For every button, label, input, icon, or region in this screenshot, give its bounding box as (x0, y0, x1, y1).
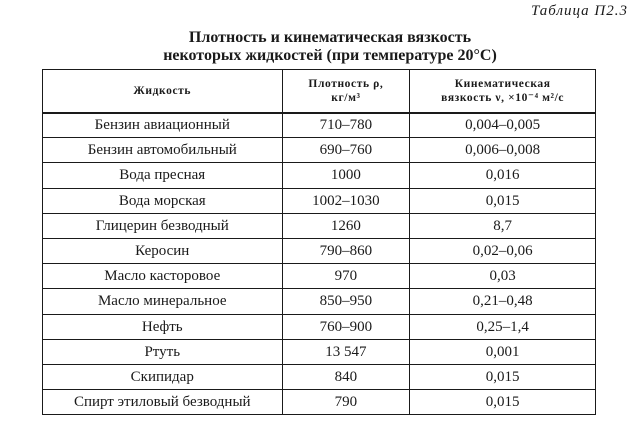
table-row (43, 339, 596, 364)
header-viscosity-line1: Кинематическая (454, 77, 551, 90)
header-row (43, 70, 596, 113)
table-row (43, 289, 596, 314)
cell-liquid: Вода морская (43, 188, 283, 213)
cell-density: 850–950 (282, 289, 410, 314)
cell-density: 760–900 (282, 314, 410, 339)
cell-viscosity: 0,001 (410, 339, 596, 364)
header-density (282, 70, 410, 113)
table-row (43, 113, 596, 138)
cell-viscosity: 0,03 (410, 264, 596, 289)
table-row (43, 213, 596, 238)
cell-liquid: Масло касторовое (43, 264, 283, 289)
cell-liquid: Бензин автомобильный (43, 138, 283, 163)
cell-viscosity: 0,006–0,008 (410, 138, 596, 163)
cell-liquid: Бензин авиационный (43, 113, 283, 138)
header-viscosity (410, 70, 596, 113)
cell-liquid: Масло минеральное (43, 289, 283, 314)
cell-density: 13 547 (282, 339, 410, 364)
table-row (43, 314, 596, 339)
header-liquid: Жидкость (43, 70, 283, 113)
cell-density: 690–760 (282, 138, 410, 163)
header-density-line2: кг/м³ (331, 91, 361, 104)
table-title-line2: некоторых жидкостей (при температуре 20°С) (163, 47, 497, 64)
cell-density: 1002–1030 (282, 188, 410, 213)
cell-liquid: Ртуть (43, 339, 283, 364)
cell-liquid: Вода пресная (43, 163, 283, 188)
table-number: Таблица П2.3 (530, 3, 628, 19)
cell-density: 970 (282, 264, 410, 289)
cell-liquid: Скипидар (43, 364, 283, 389)
cell-liquid: Керосин (43, 238, 283, 263)
data-table (42, 69, 596, 415)
table-body (43, 113, 596, 415)
header-viscosity-line2: вязкость ν, ×10⁻⁴ м²/с (441, 91, 565, 104)
cell-viscosity: 0,004–0,005 (410, 113, 596, 138)
cell-viscosity: 0,02–0,06 (410, 238, 596, 263)
cell-viscosity: 0,015 (410, 188, 596, 213)
cell-density: 1260 (282, 213, 410, 238)
cell-liquid: Глицерин безводный (43, 213, 283, 238)
cell-density: 1000 (282, 163, 410, 188)
cell-viscosity: 8,7 (410, 213, 596, 238)
header-density-line1: Плотность ρ, (308, 77, 384, 90)
cell-viscosity: 0,016 (410, 163, 596, 188)
cell-density: 790–860 (282, 238, 410, 263)
cell-liquid: Нефть (43, 314, 283, 339)
table-row (43, 238, 596, 263)
cell-density: 790 (282, 390, 410, 415)
table-row (43, 264, 596, 289)
cell-viscosity: 0,015 (410, 364, 596, 389)
cell-viscosity: 0,25–1,4 (410, 314, 596, 339)
table-row (43, 188, 596, 213)
table-row (43, 163, 596, 188)
cell-liquid: Спирт этиловый безводный (43, 390, 283, 415)
table-title-line1: Плотность и кинематическая вязкость (188, 29, 472, 46)
table-row (43, 138, 596, 163)
cell-viscosity: 0,015 (410, 390, 596, 415)
table-row (43, 390, 596, 415)
cell-viscosity: 0,21–0,48 (410, 289, 596, 314)
table-row (43, 364, 596, 389)
cell-density: 710–780 (282, 113, 410, 138)
cell-density: 840 (282, 364, 410, 389)
